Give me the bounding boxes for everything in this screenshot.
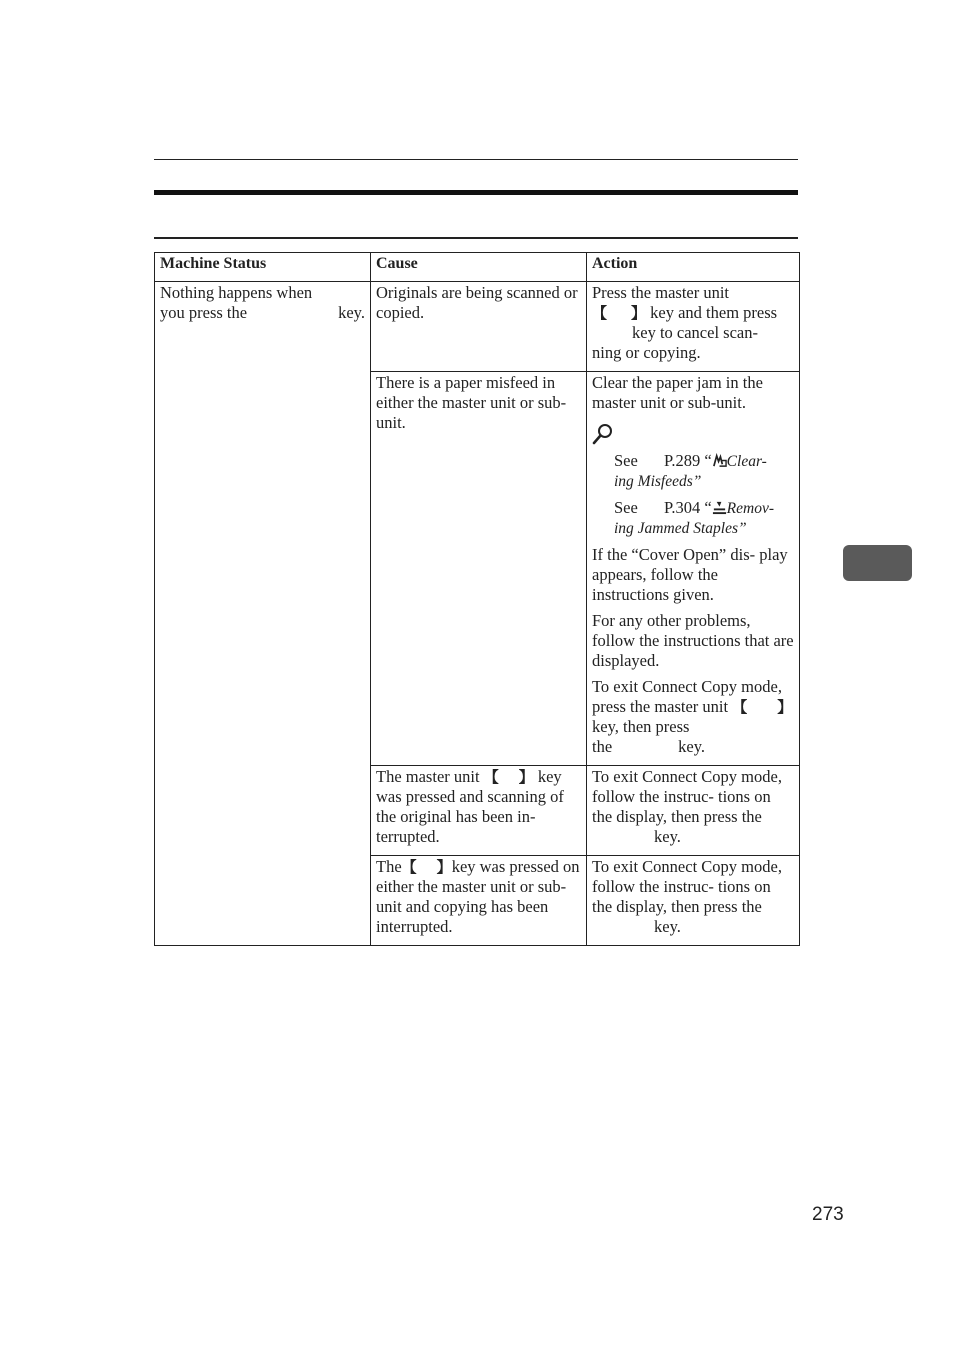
- header-action: Action: [587, 253, 800, 282]
- action-cell: [587, 372, 800, 766]
- paper-misfeed-icon: [712, 453, 727, 468]
- action-paragraph: [592, 677, 794, 757]
- action-line: Press the master unit: [592, 283, 730, 302]
- table-row: [155, 282, 800, 372]
- reference-item: [592, 498, 794, 539]
- action-cell: [587, 282, 800, 372]
- header-cause: Cause: [371, 253, 587, 282]
- key-bracket-close: 】: [436, 858, 452, 876]
- key-bracket-open: 【: [483, 768, 499, 786]
- cause-cell: [371, 856, 587, 946]
- table-header-row: [155, 253, 800, 282]
- header-rule-thick: [154, 190, 798, 195]
- action-paragraph: Clear the paper jam in the master unit or sub-unit.: [592, 373, 763, 412]
- cause-cell: Originals are being scanned or copied.: [371, 282, 587, 372]
- cause-cell: [371, 766, 587, 856]
- action-text: To exit Connect Copy mode, press the master unit: [592, 677, 782, 716]
- cause-cell: There is a paper misfeed in either the master unit or sub-unit.: [371, 372, 587, 766]
- staple-jam-icon: [712, 500, 727, 515]
- page-number: 273: [812, 1204, 844, 1225]
- chapter-tab: [843, 545, 912, 581]
- status-text-3: key.: [338, 303, 365, 322]
- action-line: [592, 303, 794, 323]
- status-line-1: Nothing happens when: [160, 283, 313, 302]
- reference-page: P.289 “: [664, 451, 712, 470]
- key-bracket-open: 【: [732, 698, 748, 716]
- reference-page: P.304 “: [664, 498, 712, 517]
- reference-title: Clear-: [726, 453, 767, 470]
- action-cell: [587, 766, 800, 856]
- header-machine-status: Machine Status: [155, 253, 371, 282]
- cause-text: The: [376, 857, 402, 876]
- cause-text: key was pressed and scanning of the original has been in- terrupted.: [376, 767, 564, 846]
- key-bracket-open: 【: [401, 858, 417, 876]
- reference-see-label: See: [614, 498, 638, 517]
- action-text: key and them press: [650, 303, 778, 322]
- action-cell: [587, 856, 800, 946]
- action-line: ning or copying.: [592, 343, 701, 362]
- action-text: the: [592, 737, 613, 756]
- header-rule-top: [154, 159, 798, 160]
- action-line: [592, 323, 794, 343]
- status-line-2: [160, 303, 365, 323]
- reference-title: Remov-: [726, 500, 775, 517]
- reference-item: [592, 451, 794, 492]
- action-text: key.: [678, 737, 706, 756]
- action-text: key to cancel scan-: [632, 323, 758, 342]
- action-text: key.: [654, 917, 681, 936]
- action-text: key, then press: [592, 717, 690, 736]
- status-text-2: you press the: [160, 303, 248, 322]
- key-bracket-close: 】: [631, 304, 647, 322]
- reference-see-label: See: [614, 451, 638, 470]
- machine-status-cell: [155, 282, 371, 946]
- cause-text: The master unit: [376, 767, 480, 786]
- reference-title: ing Jammed Staples”: [614, 520, 747, 537]
- cause-text: key was pressed on either the master unit or sub-unit and copying has been interrupted.: [376, 857, 580, 936]
- action-paragraph: If the “Cover Open” dis- play appears, follow the instructions given.: [592, 545, 788, 604]
- action-text: To exit Connect Copy mode, follow the instruc- tions on the display, then press the: [592, 857, 782, 916]
- action-paragraph: For any other problems, follow the instructions that are displayed.: [592, 611, 794, 670]
- key-bracket-close: 】: [777, 698, 793, 716]
- action-text: To exit Connect Copy mode, follow the instruc- tions on the display, then press the: [592, 767, 782, 826]
- key-bracket-close: 】: [518, 768, 534, 786]
- magnifier-icon: [592, 423, 614, 445]
- key-bracket-open: 【: [592, 304, 608, 322]
- troubleshooting-table: [154, 252, 800, 946]
- header-rule-bottom: [154, 237, 798, 239]
- action-text: key.: [654, 827, 681, 846]
- reference-title: ing Misfeeds”: [614, 473, 702, 490]
